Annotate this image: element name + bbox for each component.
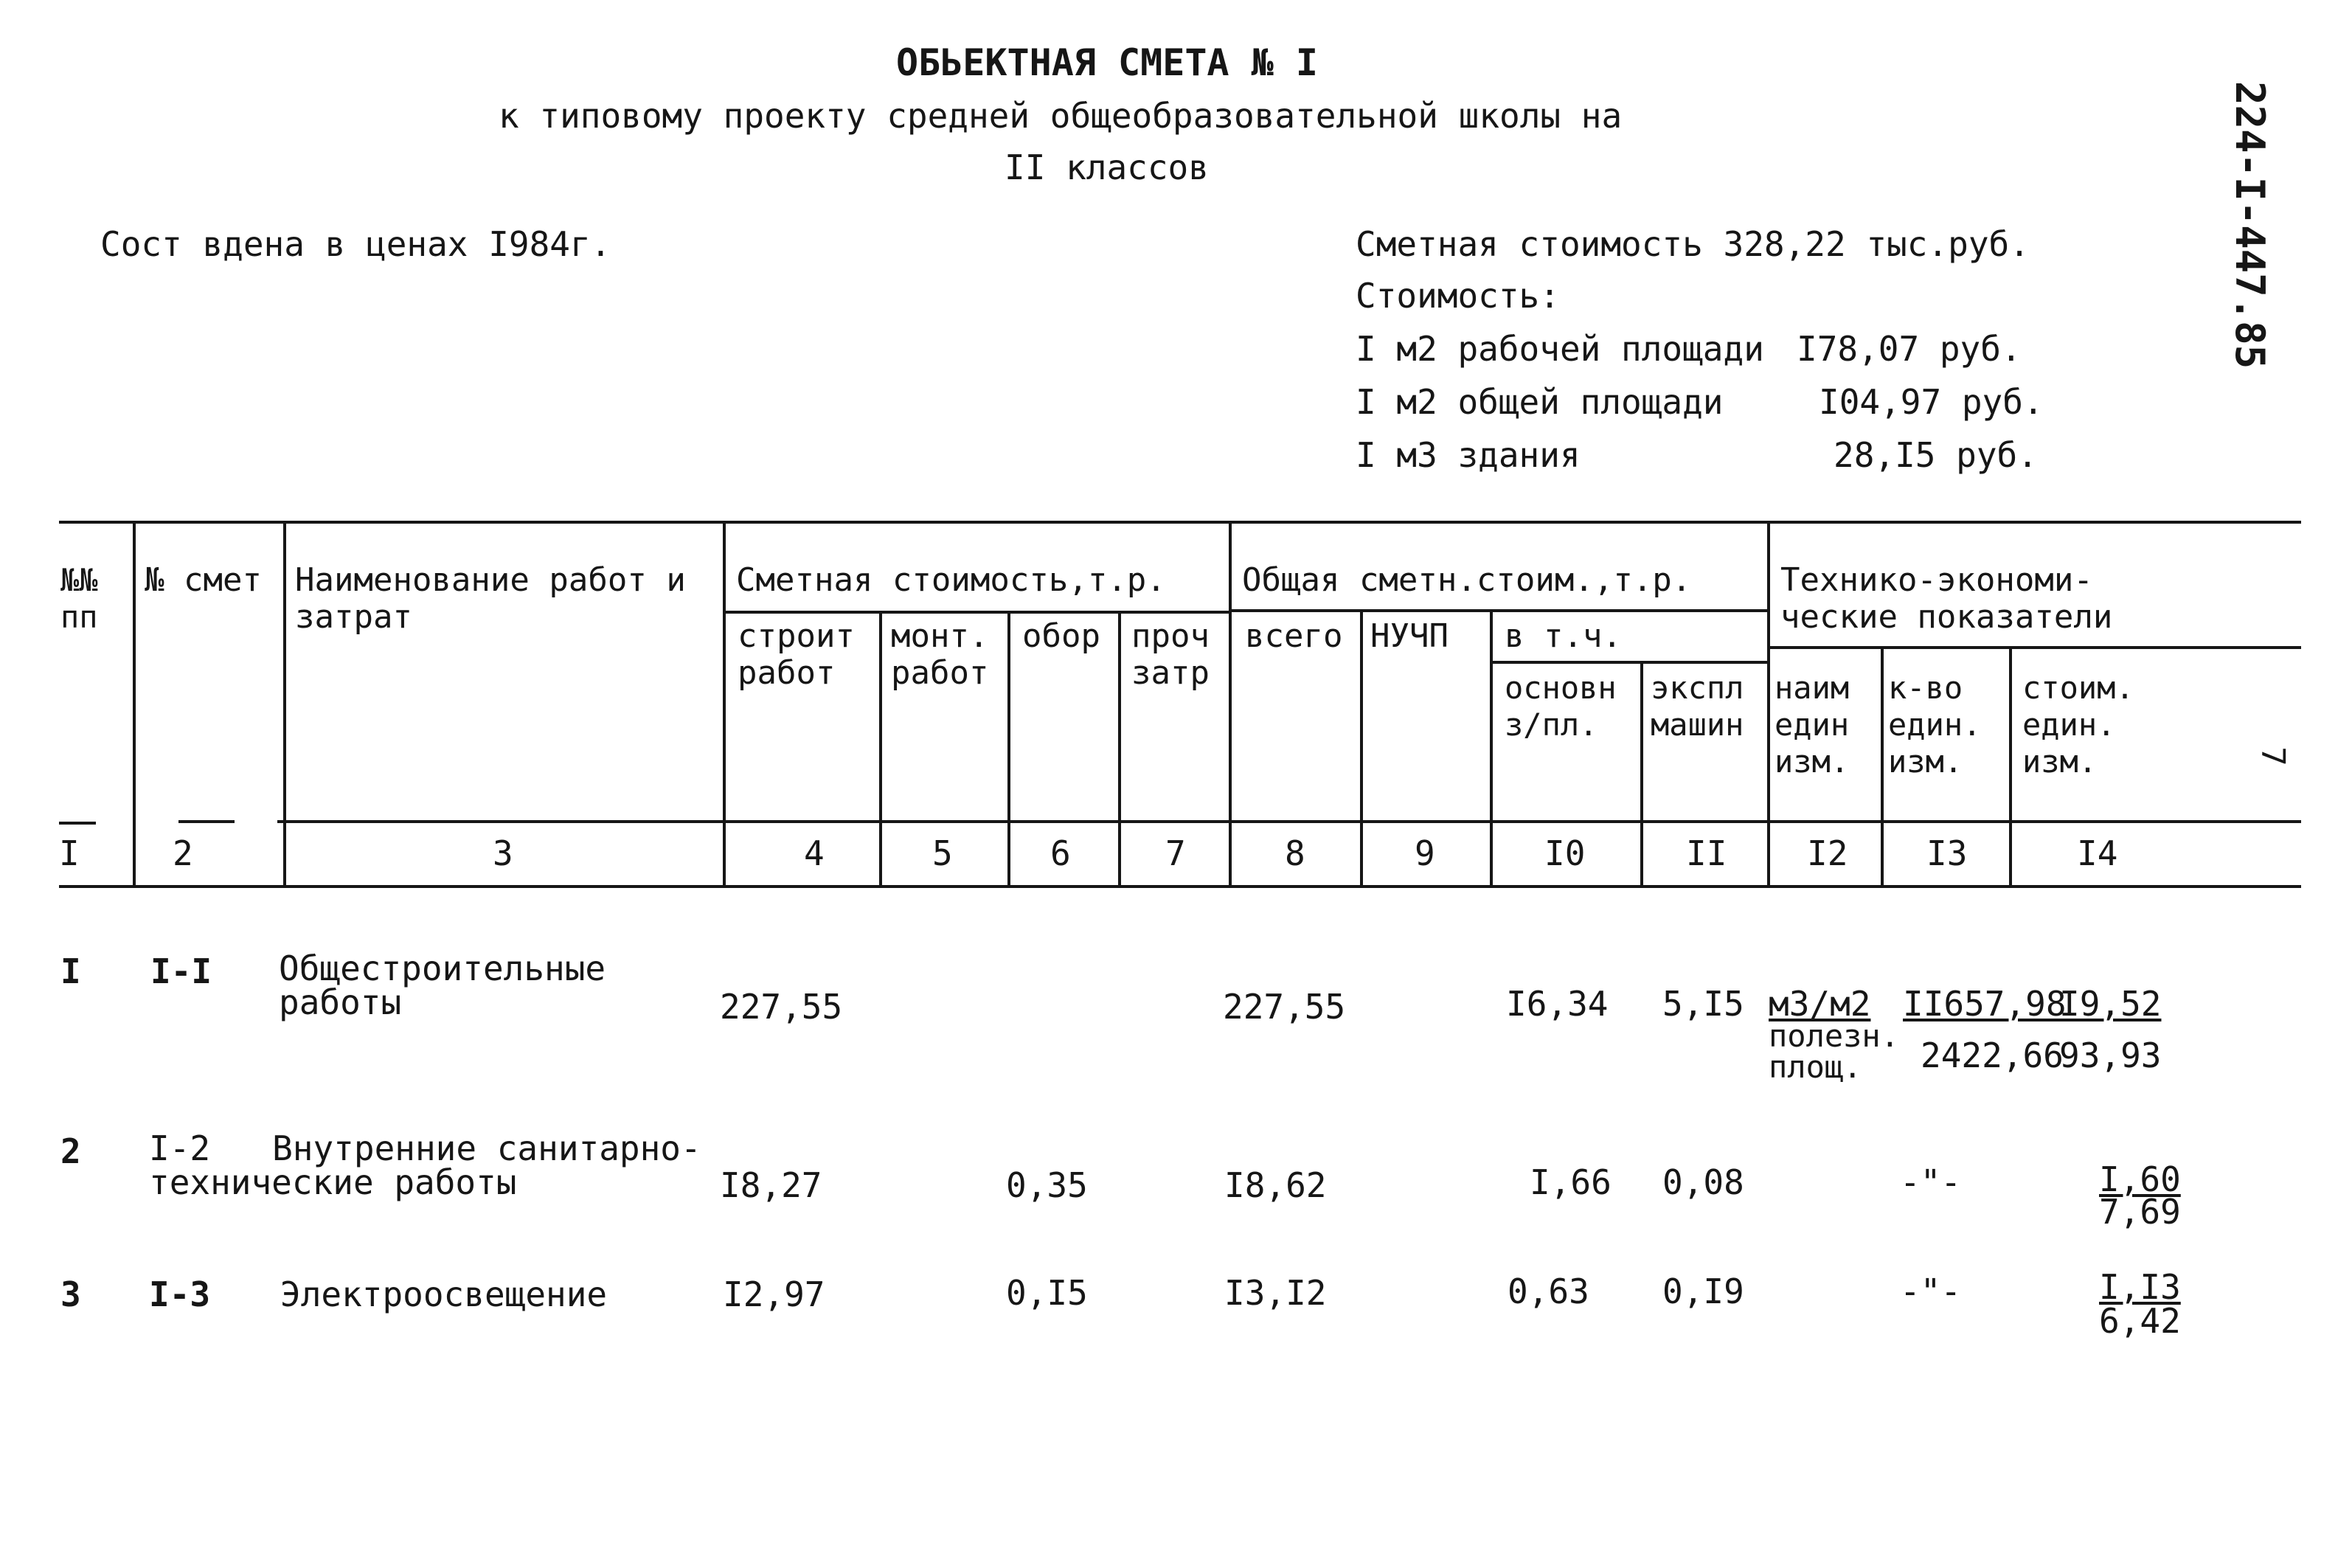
header-estimate-number: № смет [145,561,262,599]
unit-cost-denominator: 6,42 [2099,1301,2181,1341]
machine-operation: 0,I9 [1662,1272,1744,1311]
unit-cost-numerator: I,60 [2099,1159,2181,1199]
estimate-number: I-2 [149,1128,211,1168]
total-cost: 227,55 [1223,987,1346,1027]
header-total-cost-group: Общая сметн.стоим.,т.р. [1242,561,1692,599]
work-name-line: работы [279,982,402,1022]
unit-name-line: полезн. [1769,1018,1900,1054]
total-cost: I3,I2 [1224,1273,1327,1313]
work-name [149,1128,701,1202]
unit-quantity-ditto: -"- [1900,1162,1962,1202]
header-other-costs: проч затр [1131,617,1210,692]
document-code: 224-I-447.85 [2227,81,2273,370]
document-subtitle-line2: II классов [1005,148,1209,187]
column-number: II [1686,833,1727,873]
unit-cost-denominator: 7,69 [2099,1192,2181,1232]
column-number: I [59,833,80,873]
unit-quantity-denominator: 2422,66 [1921,1035,2064,1075]
equipment-cost: 0,I5 [1006,1273,1088,1313]
header-including: в т.ч. [1505,617,1622,655]
column-number: 6 [1050,833,1071,873]
machine-operation: 0,08 [1662,1162,1744,1202]
cost-per-working-area-value: I78,07 руб. [1797,329,2022,369]
document-title: ОБЬЕКТНАЯ СМЕТА № I [896,41,1318,84]
unit-cost-numerator: I,I3 [2099,1267,2181,1307]
header-nuchp: НУЧП [1370,617,1449,655]
work-name-line: Внутренние санитарно- [272,1128,701,1168]
unit-cost-denominator: 93,93 [2059,1035,2162,1075]
row-number: I [60,951,81,991]
header-machine-operation: экспл машин [1651,670,1744,743]
construction-cost: I8,27 [720,1165,822,1205]
work-name: Электроосвещение [280,1274,608,1314]
column-number: I2 [1807,833,1848,873]
construction-cost: 227,55 [720,987,843,1027]
header-installation-works: монт. работ [891,617,989,692]
unit-cost-numerator: I9,52 [2059,984,2162,1024]
document-subtitle: к типовому проекту средней общеобразовательной школы на [499,96,1623,136]
row-number: 3 [60,1274,81,1314]
cost-per-working-area-label: I м2 рабочей площади [1356,329,1764,369]
estimated-cost-total: Сметная стоимость 328,22 тыс.руб. [1356,224,2030,264]
unit-quantity-ditto: -"- [1900,1272,1962,1311]
header-unit-name: наим един изм. [1775,670,1850,780]
work-name [279,948,606,1022]
cost-per-total-area-value: I04,97 руб. [1819,382,2044,422]
column-number: I3 [1926,833,1968,873]
unit-quantity-numerator: II657,98 [1903,984,2067,1024]
page-number: 7 [2253,746,2292,766]
cost-per-volume-label: I м3 здания [1356,435,1581,475]
header-base-salary: основн з/пл. [1505,670,1617,743]
column-number: I4 [2077,833,2118,873]
cost-per-total-area-label: I м2 общей площади [1356,382,1724,422]
header-total: всего [1245,617,1343,655]
header-equipment: обор [1022,617,1100,655]
construction-cost: I2,97 [723,1274,825,1314]
machine-operation: 5,I5 [1662,984,1744,1024]
work-name-line: Общестроительные [279,948,606,988]
column-number: 3 [493,833,513,873]
header-construction-works: строит работ [738,617,855,692]
total-cost: I8,62 [1224,1165,1327,1205]
header-tech-econ-group: Технико-экономи- ческие показатели [1780,561,2113,636]
work-name-line: технические работы [149,1162,517,1202]
column-number: 5 [932,833,953,873]
base-salary: I6,34 [1506,984,1609,1024]
base-salary: I,66 [1530,1162,1612,1202]
column-number: I0 [1544,833,1586,873]
header-unit-quantity: к-во един. изм. [1888,670,1982,780]
header-estimated-cost-group: Сметная стоимость,т.р. [736,561,1166,599]
cost-per-volume-value: 28,I5 руб. [1834,435,2038,475]
column-number: 7 [1165,833,1186,873]
column-number: 8 [1285,833,1305,873]
header-row-number: №№ пп [60,562,98,635]
equipment-cost: 0,35 [1006,1165,1088,1205]
unit-name-note [1769,1018,1900,1085]
column-number: 9 [1415,833,1435,873]
column-number: 4 [804,833,825,873]
base-salary: 0,63 [1508,1272,1589,1311]
header-unit-cost: стоим. един. изм. [2022,670,2134,780]
unit-name-line: площ. [1769,1049,1862,1085]
header-work-name: Наименование работ и затрат [295,561,686,636]
unit-name: м3/м2 [1769,984,1871,1024]
estimate-number: I-3 [149,1274,211,1314]
estimate-number: I-I [150,951,212,991]
column-number: 2 [173,833,193,873]
row-number: 2 [60,1131,81,1171]
cost-label: Стоимость: [1356,276,1560,316]
compiled-prices-note: Сост вдена в ценах I984г. [100,224,611,264]
